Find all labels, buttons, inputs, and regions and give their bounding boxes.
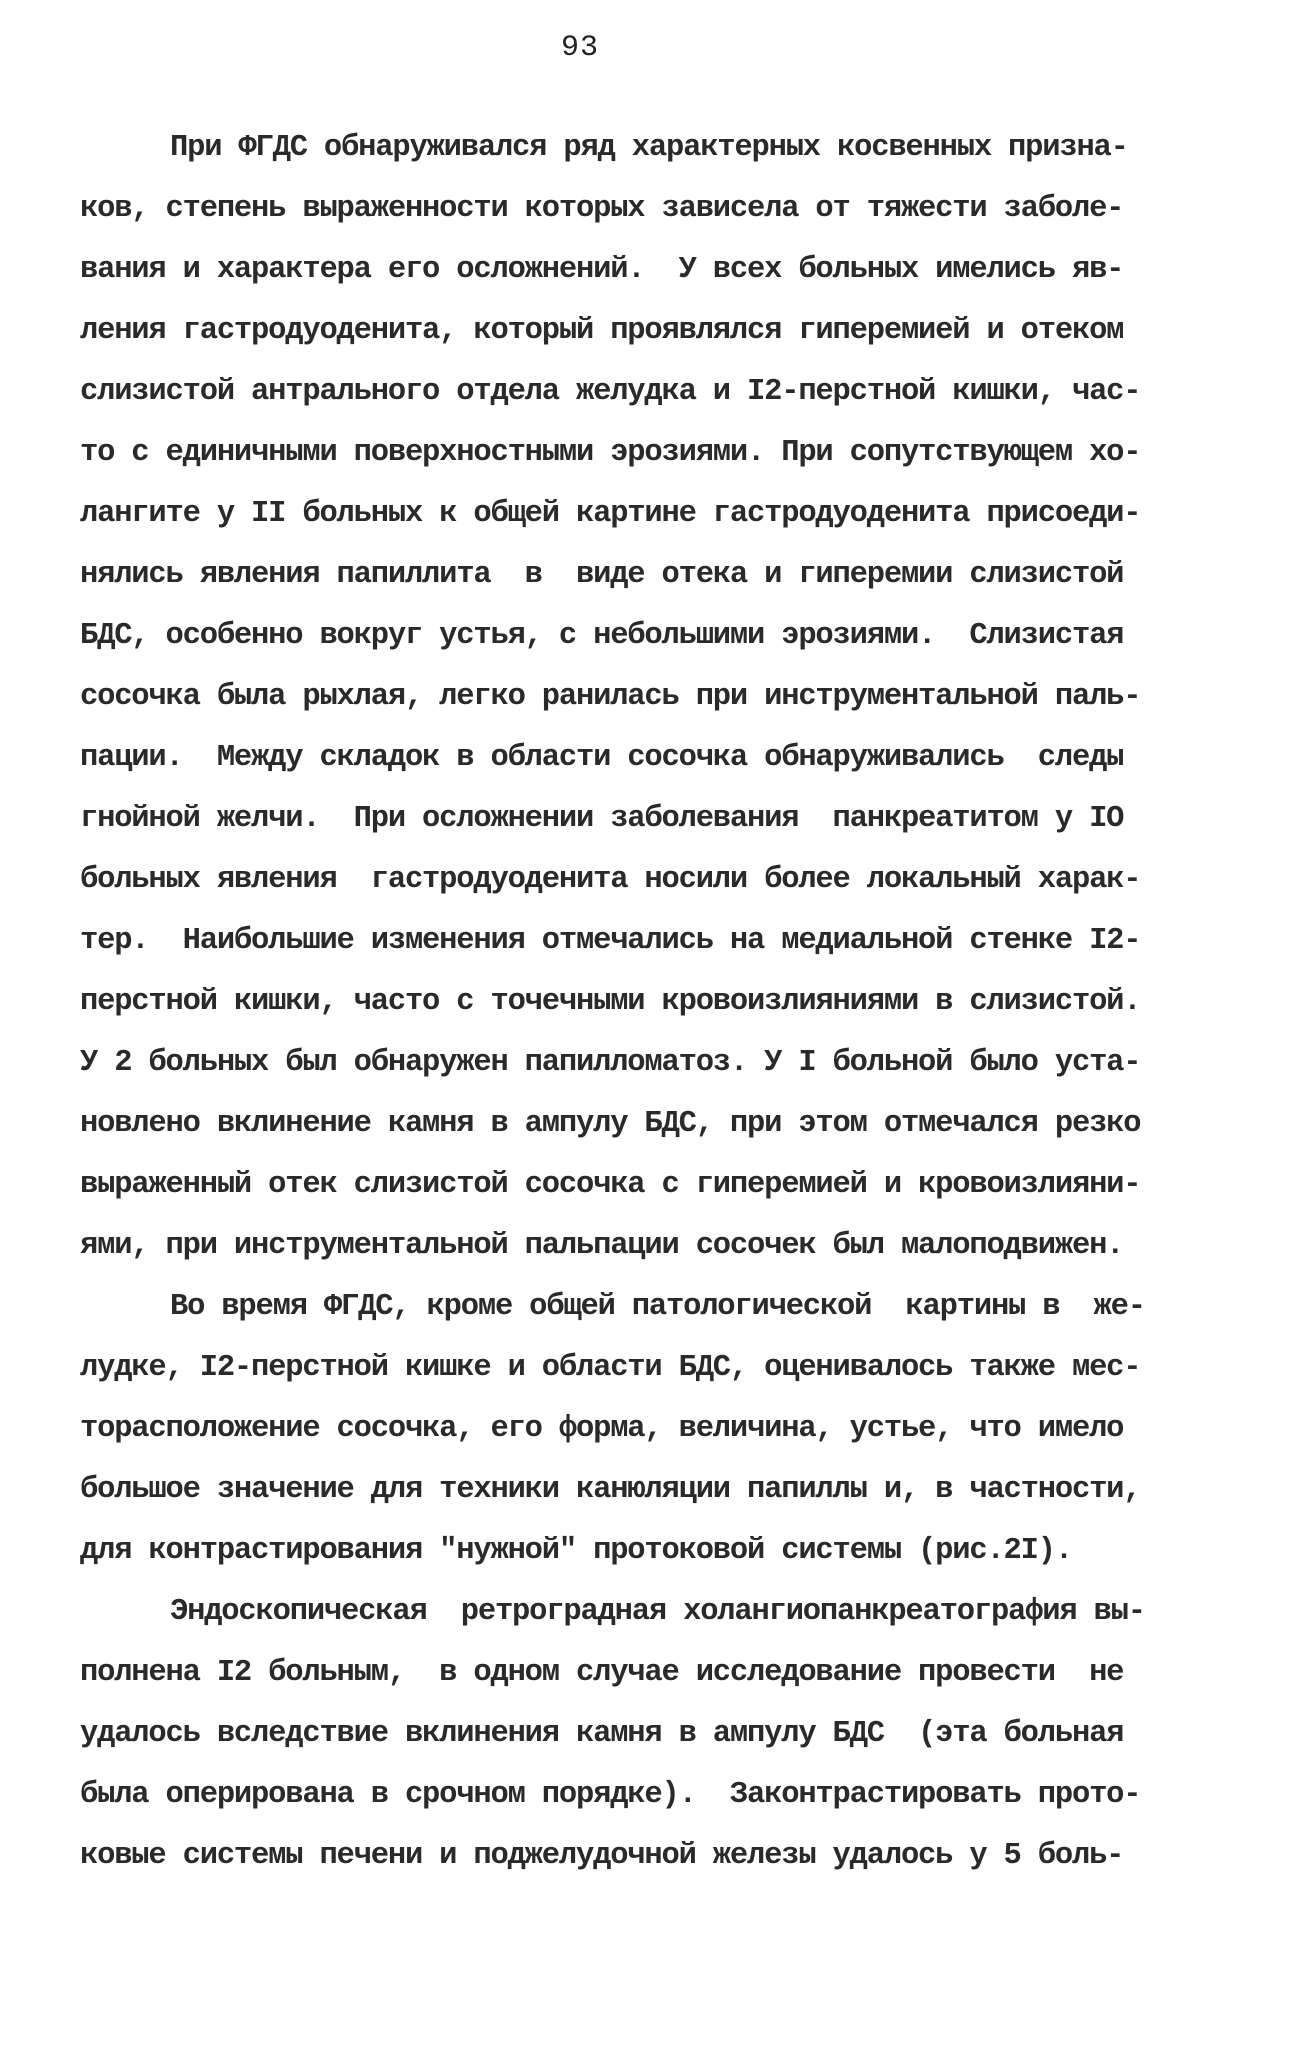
text-line: торасположение сосочка, его форма, величина, устье, что имело (80, 1412, 1124, 1446)
text-line: то с единичными поверхностными эрозиями. При сопутствующем хо- (80, 436, 1141, 470)
text-line: нялись явления папиллита в виде отека и гиперемии слизистой (80, 558, 1124, 592)
text-line: При ФГДС обнаруживался ряд характерных косвенных призна- (170, 131, 1128, 165)
page-number: 93 (560, 31, 599, 65)
text-line: Во время ФГДС, кроме общей патологической картины в же- (170, 1290, 1145, 1324)
text-line: полнена I2 больным, в одном случае исследование провести не (80, 1656, 1124, 1690)
text-line: Эндоскопическая ретроградная холангиопанкреатография вы- (170, 1595, 1145, 1629)
text-line: БДС, особенно вокруг устья, с небольшими эрозиями. Слизистая (80, 619, 1124, 653)
text-line: лудке, I2-перстной кишке и области БДС, оценивалось также мес- (80, 1351, 1141, 1385)
text-line: вания и характера его осложнений. У всех больных имелись яв- (80, 253, 1124, 287)
text-line: для контрастирования "нужной" протоковой системы (рис.2I). (80, 1534, 1072, 1568)
text-line: была оперирована в срочном порядке). Законтрастировать прото- (80, 1778, 1141, 1812)
text-line: ков, степень выраженности которых зависела от тяжести заболе- (80, 192, 1124, 226)
text-line: новлено вклинение камня в ампулу БДС, при этом отмечался резко (80, 1107, 1141, 1141)
text-line: тер. Наибольшие изменения отмечались на медиальной стенке I2- (80, 924, 1141, 958)
text-line: гнойной желчи. При осложнении заболевания панкреатитом у IO (80, 802, 1124, 836)
text-line: лангите у II больных к общей картине гастродуоденита присоеди- (80, 497, 1141, 531)
text-line: ковые системы печени и поджелудочной железы удалось у 5 боль- (80, 1839, 1124, 1873)
text-line: ями, при инструментальной пальпации сосочек был малоподвижен. (80, 1229, 1124, 1263)
text-line: сосочка была рыхлая, легко ранилась при инструментальной паль- (80, 680, 1141, 714)
text-line: У 2 больных был обнаружен папилломатоз. У I больной было уста- (80, 1046, 1141, 1080)
text-line: слизистой антрального отдела желудка и I2-перстной кишки, час- (80, 375, 1141, 409)
text-line: ления гастродуоденита, который проявлялся гиперемией и отеком (80, 314, 1124, 348)
text-line: выраженный отек слизистой сосочка с гиперемией и кровоизлияни- (80, 1168, 1141, 1202)
text-line: удалось вследствие вклинения камня в ампулу БДС (эта больная (80, 1717, 1124, 1751)
text-line: большое значение для техники канюляции папиллы и, в частности, (80, 1473, 1141, 1507)
text-line: пации. Между складок в области сосочка обнаруживались следы (80, 741, 1124, 775)
body-text (80, 118, 1220, 1887)
text-line: перстной кишки, часто с точечными кровоизлияниями в слизистой. (80, 985, 1141, 1019)
text-line: больных явления гастродуоденита носили более локальный харак- (80, 863, 1141, 897)
